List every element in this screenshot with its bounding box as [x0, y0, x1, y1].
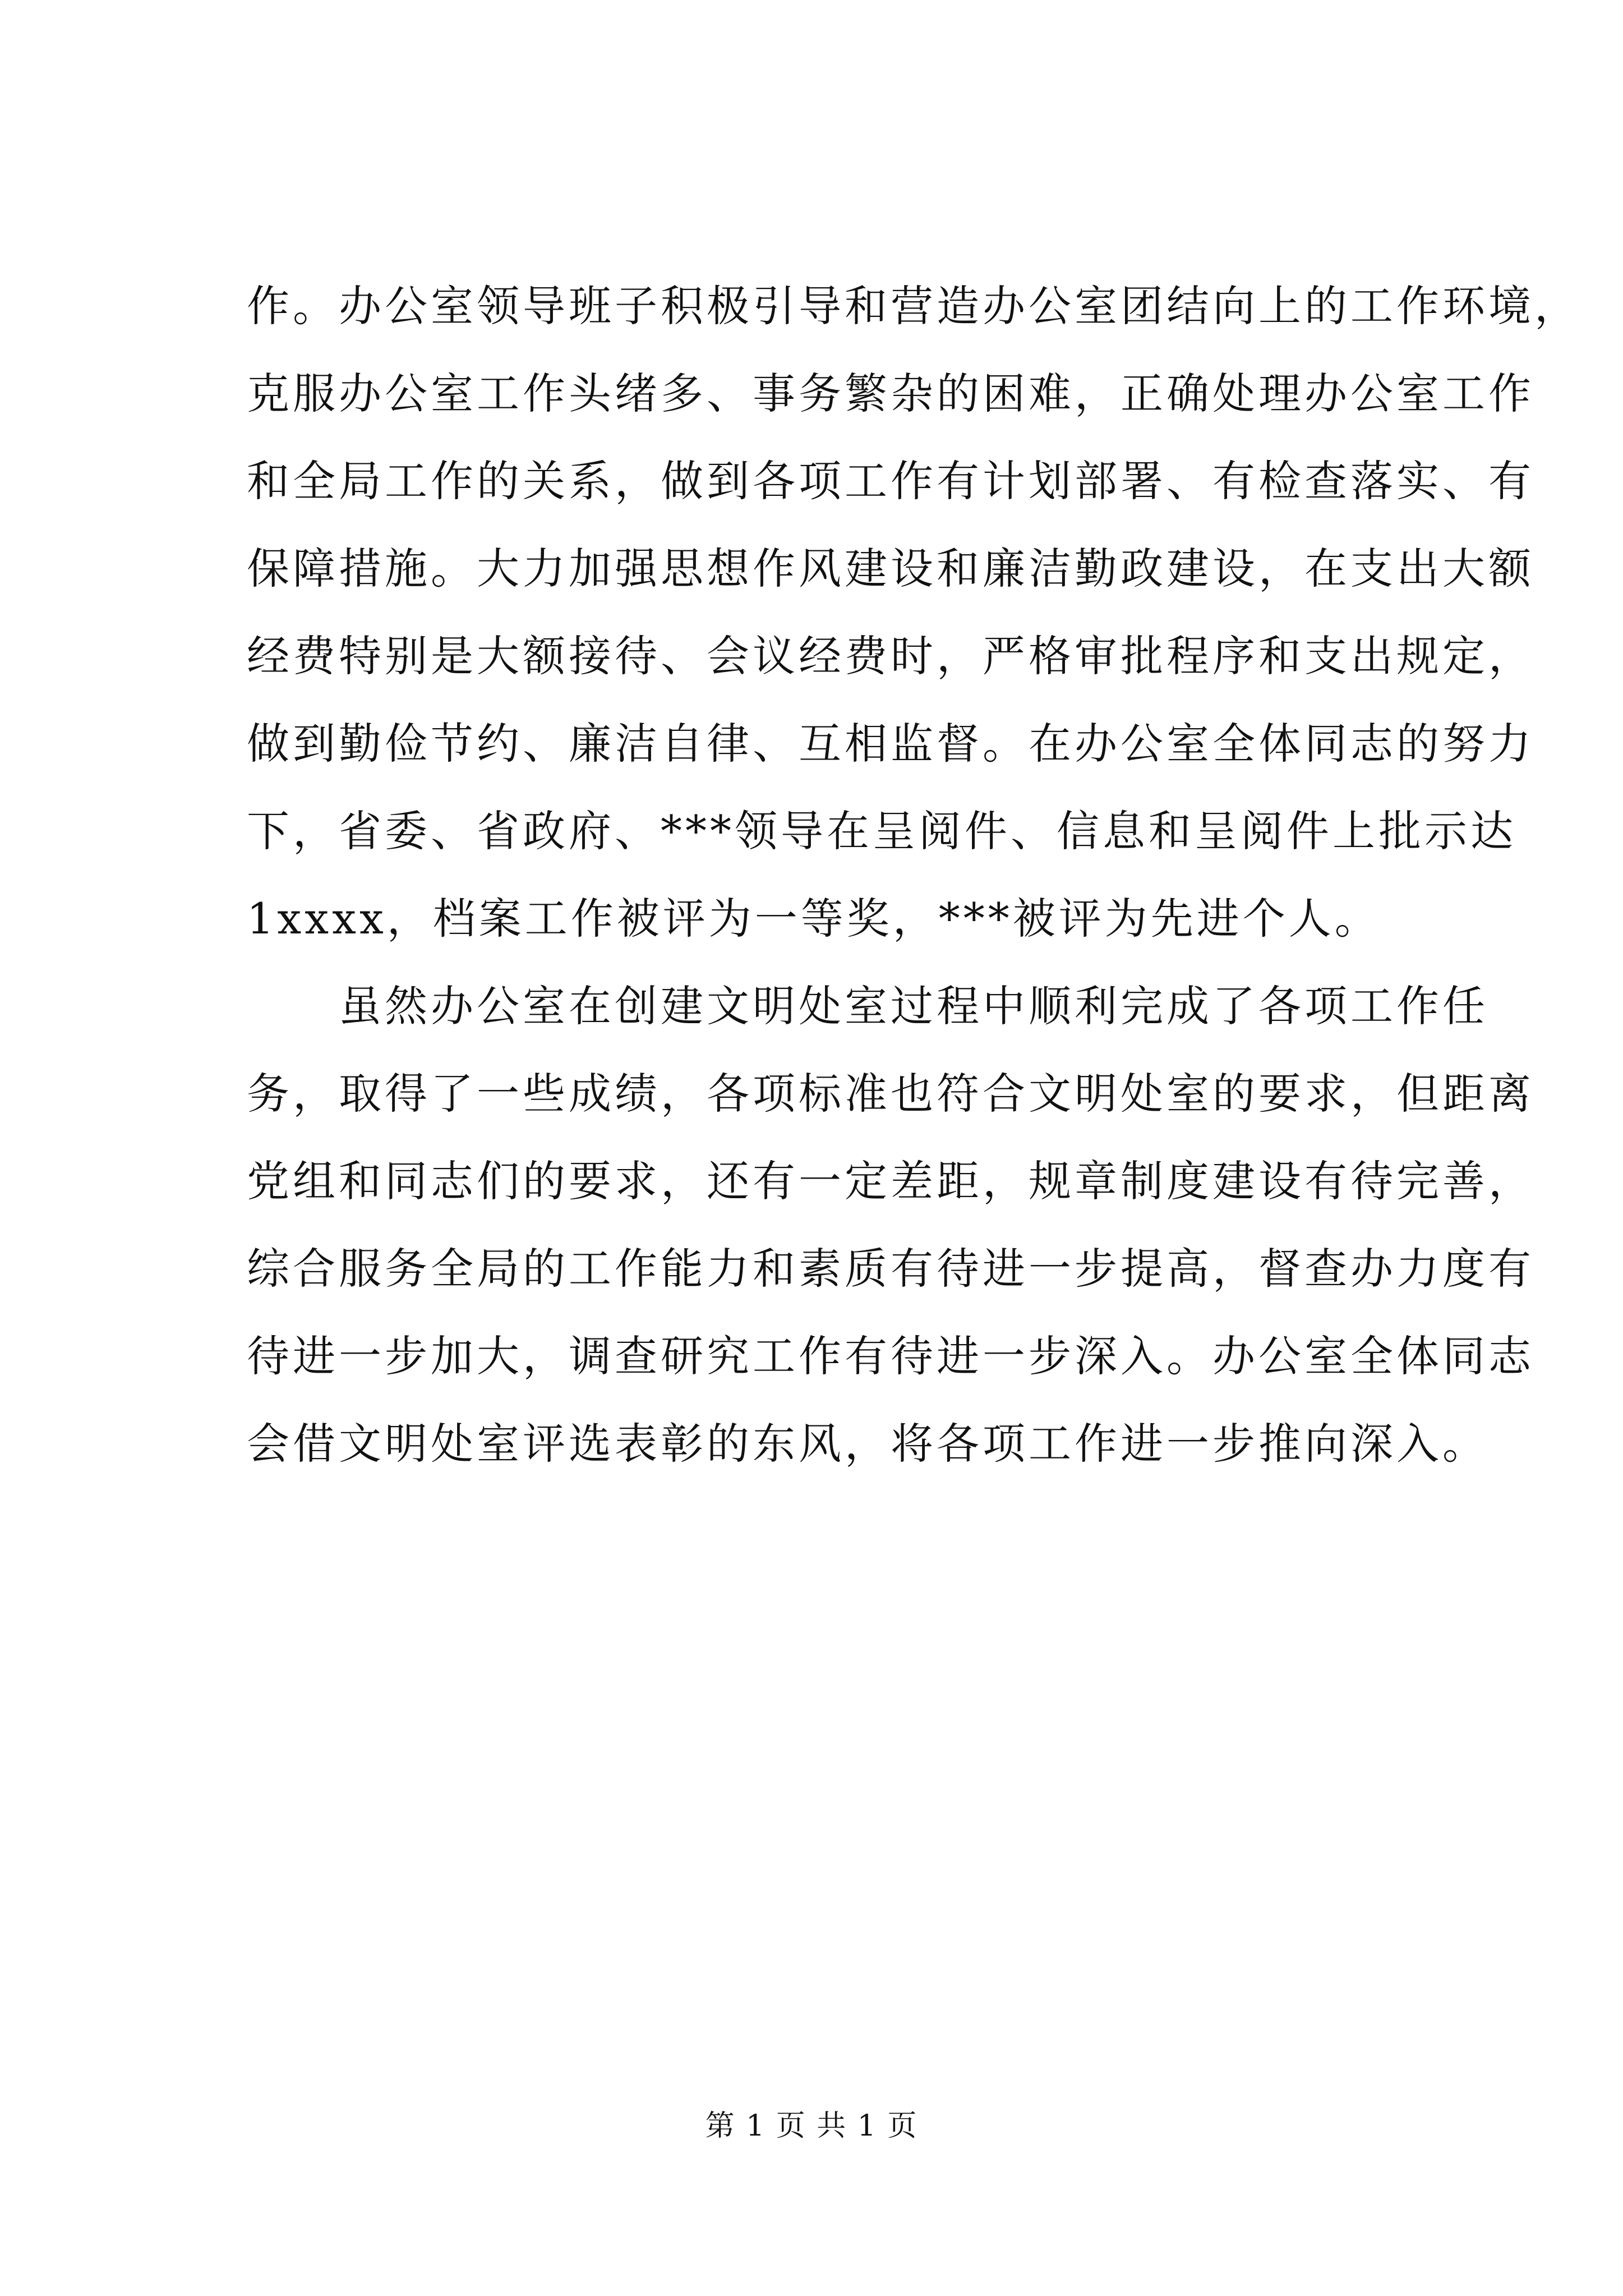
text-line: 党组和同志们的要求，还有一定差距，规章制度建设有待完善，: [247, 1156, 1534, 1206]
paragraph-1: [247, 263, 1580, 963]
text-line: 1xxxx，档案工作被评为一等奖，***被评为先进个人。: [247, 894, 1381, 944]
text-line: 作。办公室领导班子积极引导和营造办公室团结向上的工作环境，: [247, 281, 1580, 331]
text-line: 综合服务全局的工作能力和素质有待进一步提高，督查办力度有: [247, 1244, 1534, 1294]
text-line: 保障措施。大力加强思想作风建设和廉洁勤政建设，在支出大额: [247, 544, 1534, 593]
text-line: 虽然办公室在创建文明处室过程中顺利完成了各项工作任: [247, 981, 1488, 1031]
text-line: 务，取得了一些成绩，各项标准也符合文明处室的要求，但距离: [247, 1069, 1534, 1119]
text-line: 做到勤俭节约、廉洁自律、互相监督。在办公室全体同志的努力: [247, 719, 1534, 769]
page-number-footer: 第 1 页 共 1 页: [705, 2109, 918, 2143]
text-line: 待进一步加大，调查研究工作有待进一步深入。办公室全体同志: [247, 1331, 1534, 1381]
document-body: [247, 263, 1580, 1488]
text-line: 会借文明处室评选表彰的东风，将各项工作进一步推向深入。: [247, 1419, 1488, 1469]
text-line: 和全局工作的关系，做到各项工作有计划部署、有检查落实、有: [247, 456, 1534, 506]
text-line: 克服办公室工作头绪多、事务繁杂的困难，正确处理办公室工作: [247, 369, 1534, 418]
text-line: 下，省委、省政府、***领导在呈阅件、信息和呈阅件上批示达: [247, 806, 1516, 856]
paragraph-2: [247, 963, 1534, 1488]
text-line: 经费特别是大额接待、会议经费时，严格审批程序和支出规定，: [247, 631, 1534, 681]
